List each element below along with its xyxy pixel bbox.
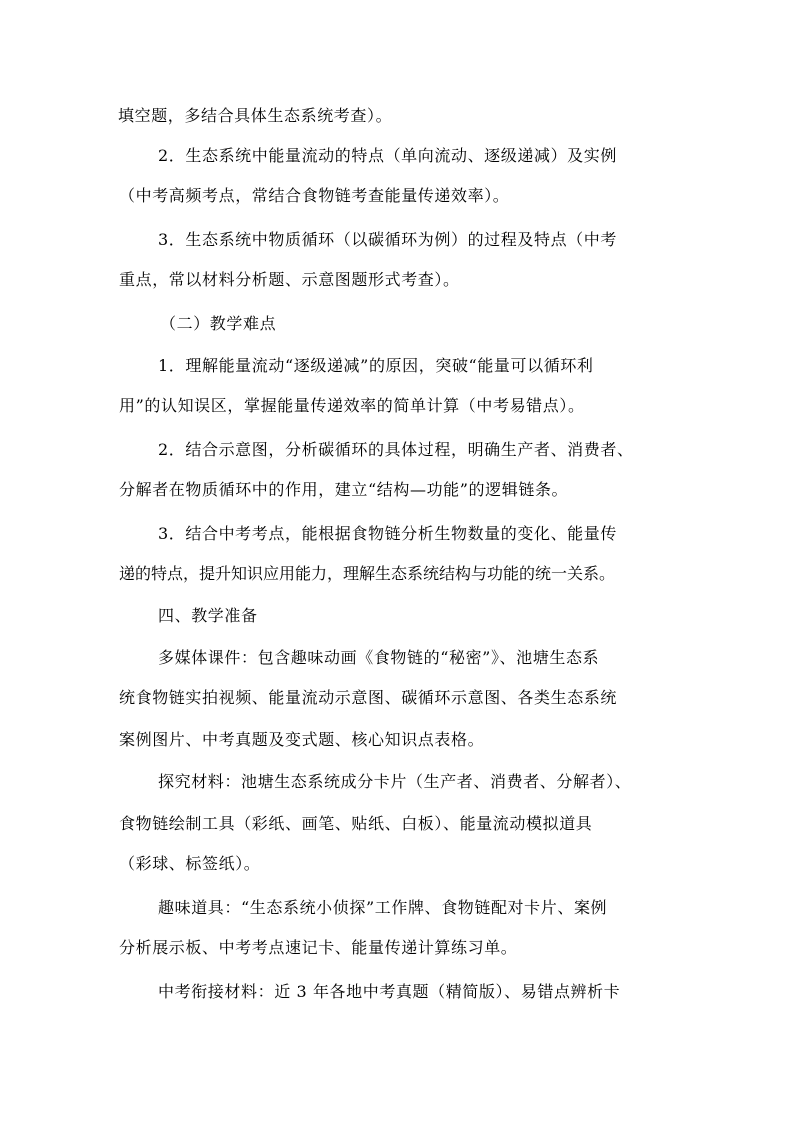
text-line-multimedia: 多媒体课件：包含趣味动画《食物链的“秘密”》、池塘生态系 xyxy=(158,648,600,667)
text-line-difficulty-3: 3．结合中考考点，能根据食物链分析生物数量的变化、能量传 xyxy=(158,524,617,543)
text-line-key-point-2-continued: （中考高频考点，常结合食物链考查能量传递效率）。 xyxy=(119,186,510,205)
text-line-key-point-3: 3．生态系统中物质循环（以碳循环为例）的过程及特点（中考 xyxy=(158,230,617,249)
section-heading-teaching-preparation: 四、教学准备 xyxy=(158,606,258,625)
text-line-difficulty-2: 2．结合示意图，分析碳循环的具体过程，明确生产者、消费者、 xyxy=(158,440,634,459)
text-line-inquiry-materials-continued-2: （彩球、标签纸）。 xyxy=(119,854,261,873)
text-line-fun-props-continued: 分析展示板、中考考点速记卡、能量传递计算练习单。 xyxy=(119,938,518,957)
text-line-fun-props: 趣味道具：“生态系统小侦探”工作牌、食物链配对卡片、案例 xyxy=(158,898,608,917)
text-line-exam-materials: 中考衔接材料：近 3 年各地中考真题（精简版）、易错点辨析卡 xyxy=(158,982,621,1001)
text-line-difficulty-2-continued: 分解者在物质循环中的作用，建立“结构—功能”的逻辑链条。 xyxy=(119,480,569,499)
text-line-key-point-2: 2．生态系统中能量流动的特点（单向流动、逐级递减）及实例 xyxy=(158,146,617,165)
text-line-inquiry-materials: 探究材料：池塘生态系统成分卡片（生产者、消费者、分解者）、 xyxy=(158,772,632,791)
text-line-inquiry-materials-continued-1: 食物链绘制工具（彩纸、画笔、贴纸、白板）、能量流动模拟道具 xyxy=(119,814,593,833)
text-line-key-point-3-continued: 重点，常以材料分析题、示意图题形式考查）。 xyxy=(119,270,460,289)
text-line-fill-blank-continuation: 填空题，多结合具体生态系统考查）。 xyxy=(118,106,393,125)
section-heading-teaching-difficulties: （二）教学难点 xyxy=(160,314,277,333)
text-line-difficulty-3-continued: 递的特点，提升知识应用能力，理解生态系统结构与功能的统一关系。 xyxy=(119,564,616,583)
text-line-multimedia-continued-1: 统食物链实拍视频、能量流动示意图、碳循环示意图、各类生态系统 xyxy=(119,688,618,707)
text-line-difficulty-1: 1．理解能量流动“逐级递减”的原因，突破“能量可以循环利 xyxy=(158,356,594,375)
text-line-multimedia-continued-2: 案例图片、中考真题及变式题、核心知识点表格。 xyxy=(119,730,485,749)
text-line-difficulty-1-continued: 用”的认知误区，掌握能量传递效率的简单计算（中考易错点）。 xyxy=(119,396,585,415)
